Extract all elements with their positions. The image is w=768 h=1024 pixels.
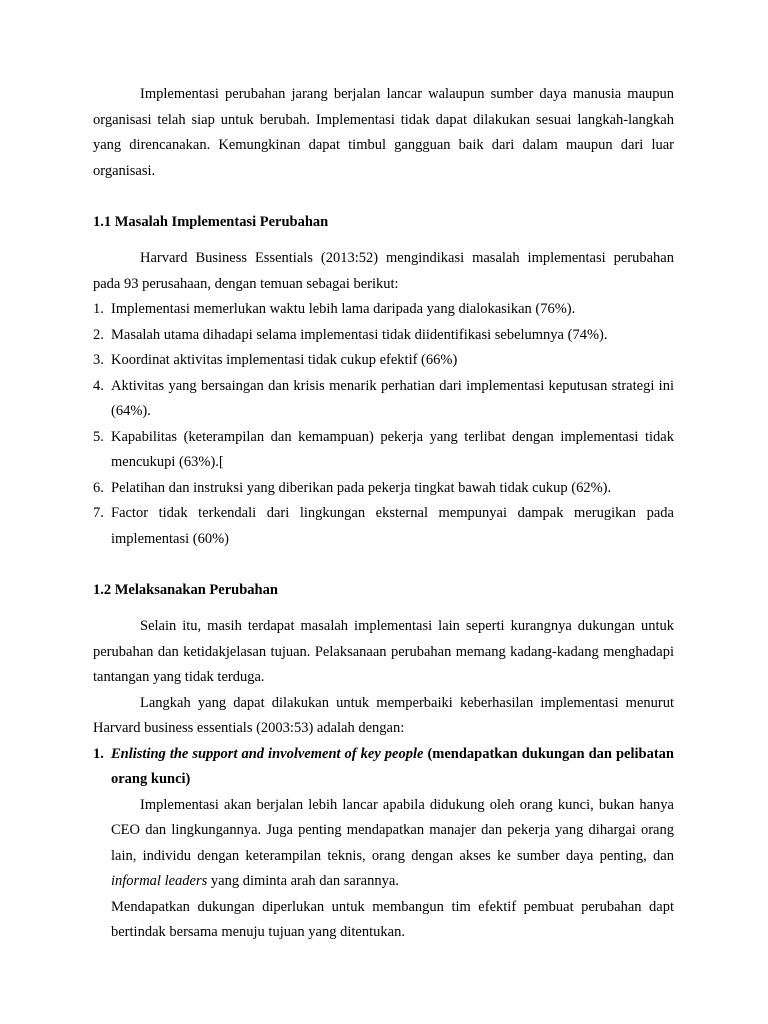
list-item: 3. Koordinat aktivitas implementasi tidak cukup efektif (66%) [93, 352, 458, 368]
list-item: 2. Masalah utama dihadapi selama implementasi tidak diidentifikasi sebelumnya (74%). [93, 326, 608, 343]
section2-paragraph-1: Selain itu, masih terdapat masalah implementasi lain seperti kurangnya dukungan untuk perubahan dan ketidakjelasan tujuan. Pelaksanaan perubahan memang kadang-kadang menghadapi tantangan yang tidak terduga. [93, 618, 674, 685]
step-body-paragraph-1: Implementasi akan berjalan lebih lancar apabila didukung oleh orang kunci, bukan hanya CEO dan lingkungannya. Juga penting mendapatkan manajer dan pekerja yang dihargai orang lain, individu dengan keterampilan teknis, orang dengan akses ke sumber daya penting, dan informal leaders yang diminta arah dan sarannya. [111, 796, 674, 889]
step-body [111, 793, 674, 946]
section2-paragraph-2: Langkah yang dapat dilakukan untuk memperbaiki keberhasilan implementasi menurut Harvard business essentials (2003:53) adalah dengan: [93, 694, 674, 736]
step-number: 1. [93, 745, 104, 762]
step-item [93, 742, 674, 946]
intro-paragraph: Implementasi perubahan jarang berjalan lancar walaupun sumber daya manusia maupun organisasi telah siap untuk berubah. Implementasi tidak dapat dilakukan sesuai langkah-langkah yang direncanakan. Kemungkinan dapat timbul gangguan baik dari dalam maupun dari luar organisasi. [93, 86, 674, 179]
list-item: 6. Pelatihan dan instruksi yang diberikan pada pekerja tingkat bawah tidak cukup (62%). [93, 479, 612, 496]
list-item: 1. Implementasi memerlukan waktu lebih lama daripada yang dialokasikan (76%). [93, 301, 576, 317]
step-title-translation: (mendapatkan dukungan dan pelibatan orang kunci) [111, 745, 674, 787]
document-page [93, 82, 674, 946]
list-item: 7. Factor tidak terkendali dari lingkungan eksternal mempunyai dampak merugikan pada implementasi (60%) [93, 505, 674, 547]
section-heading-masalah: 1.1 Masalah Implementasi Perubahan [93, 213, 329, 230]
findings-list [93, 297, 674, 552]
step-title [111, 742, 674, 793]
list-item: 5. Kapabilitas (keterampilan dan kemampuan) pekerja yang terlibat dengan implementasi tidak mencukupi (63%).[ [93, 428, 674, 470]
section1-paragraph: Harvard Business Essentials (2013:52) mengindikasi masalah implementasi perubahan pada 93 perusahaan, dengan temuan sebagai berikut: [93, 250, 674, 292]
step-body-paragraph-2: Mendapatkan dukungan diperlukan untuk membangun tim efektif pembuat perubahan dapt bertindak bersama menuju tujuan yang ditentukan. [111, 898, 674, 940]
section-heading-melaksanakan: 1.2 Melaksanakan Perubahan [93, 581, 278, 598]
step-title-english: Enlisting the support and involvement of key people [111, 745, 424, 762]
list-item: 4. Aktivitas yang bersaingan dan krisis menarik perhatian dari implementasi keputusan strategi ini (64%). [93, 377, 674, 419]
